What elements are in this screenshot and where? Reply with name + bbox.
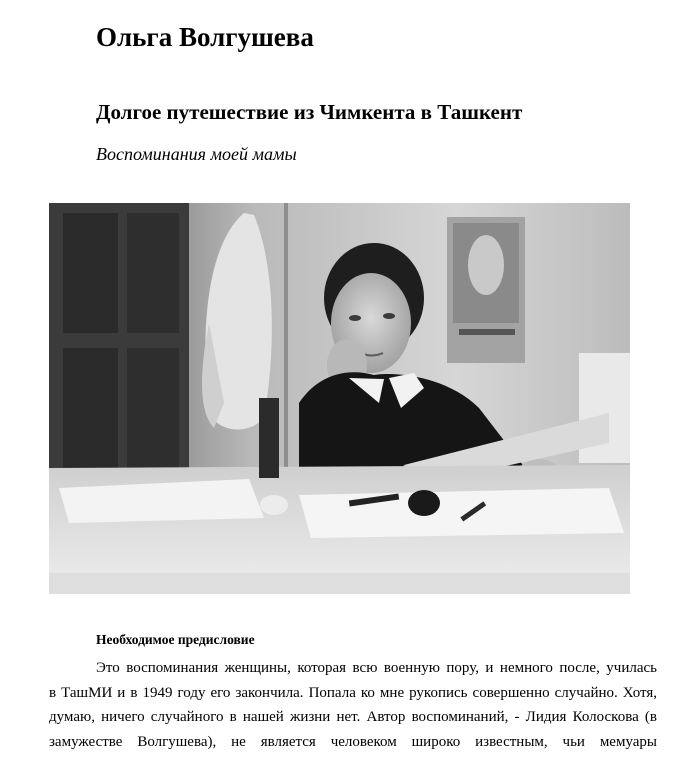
paragraph-line: замужестве Волгушева), не является человеком широко известным, чьи мемуары	[49, 733, 657, 750]
paragraph-line: Это воспоминания женщины, которая всю военную пору, и немного после, училась	[96, 660, 657, 676]
paragraph-line: в ТашМИ и в 1949 году его закончила. Попала ко мне рукопись совершенно случайно. Хотя,	[49, 684, 657, 701]
body-paragraph	[49, 656, 657, 754]
document-subtitle: Воспоминания моей мамы	[96, 144, 297, 164]
section-heading: Необходимое предисловие	[96, 632, 255, 647]
document-title: Долгое путешествие из Чимкента в Ташкент	[96, 100, 523, 124]
portrait-photo	[49, 203, 630, 594]
author-name: Ольга Волгушева	[96, 22, 314, 52]
paragraph-line: думаю, ничего случайного в нашей жизни нет. Автор воспоминаний, - Лидия Колоскова (в	[49, 709, 657, 725]
